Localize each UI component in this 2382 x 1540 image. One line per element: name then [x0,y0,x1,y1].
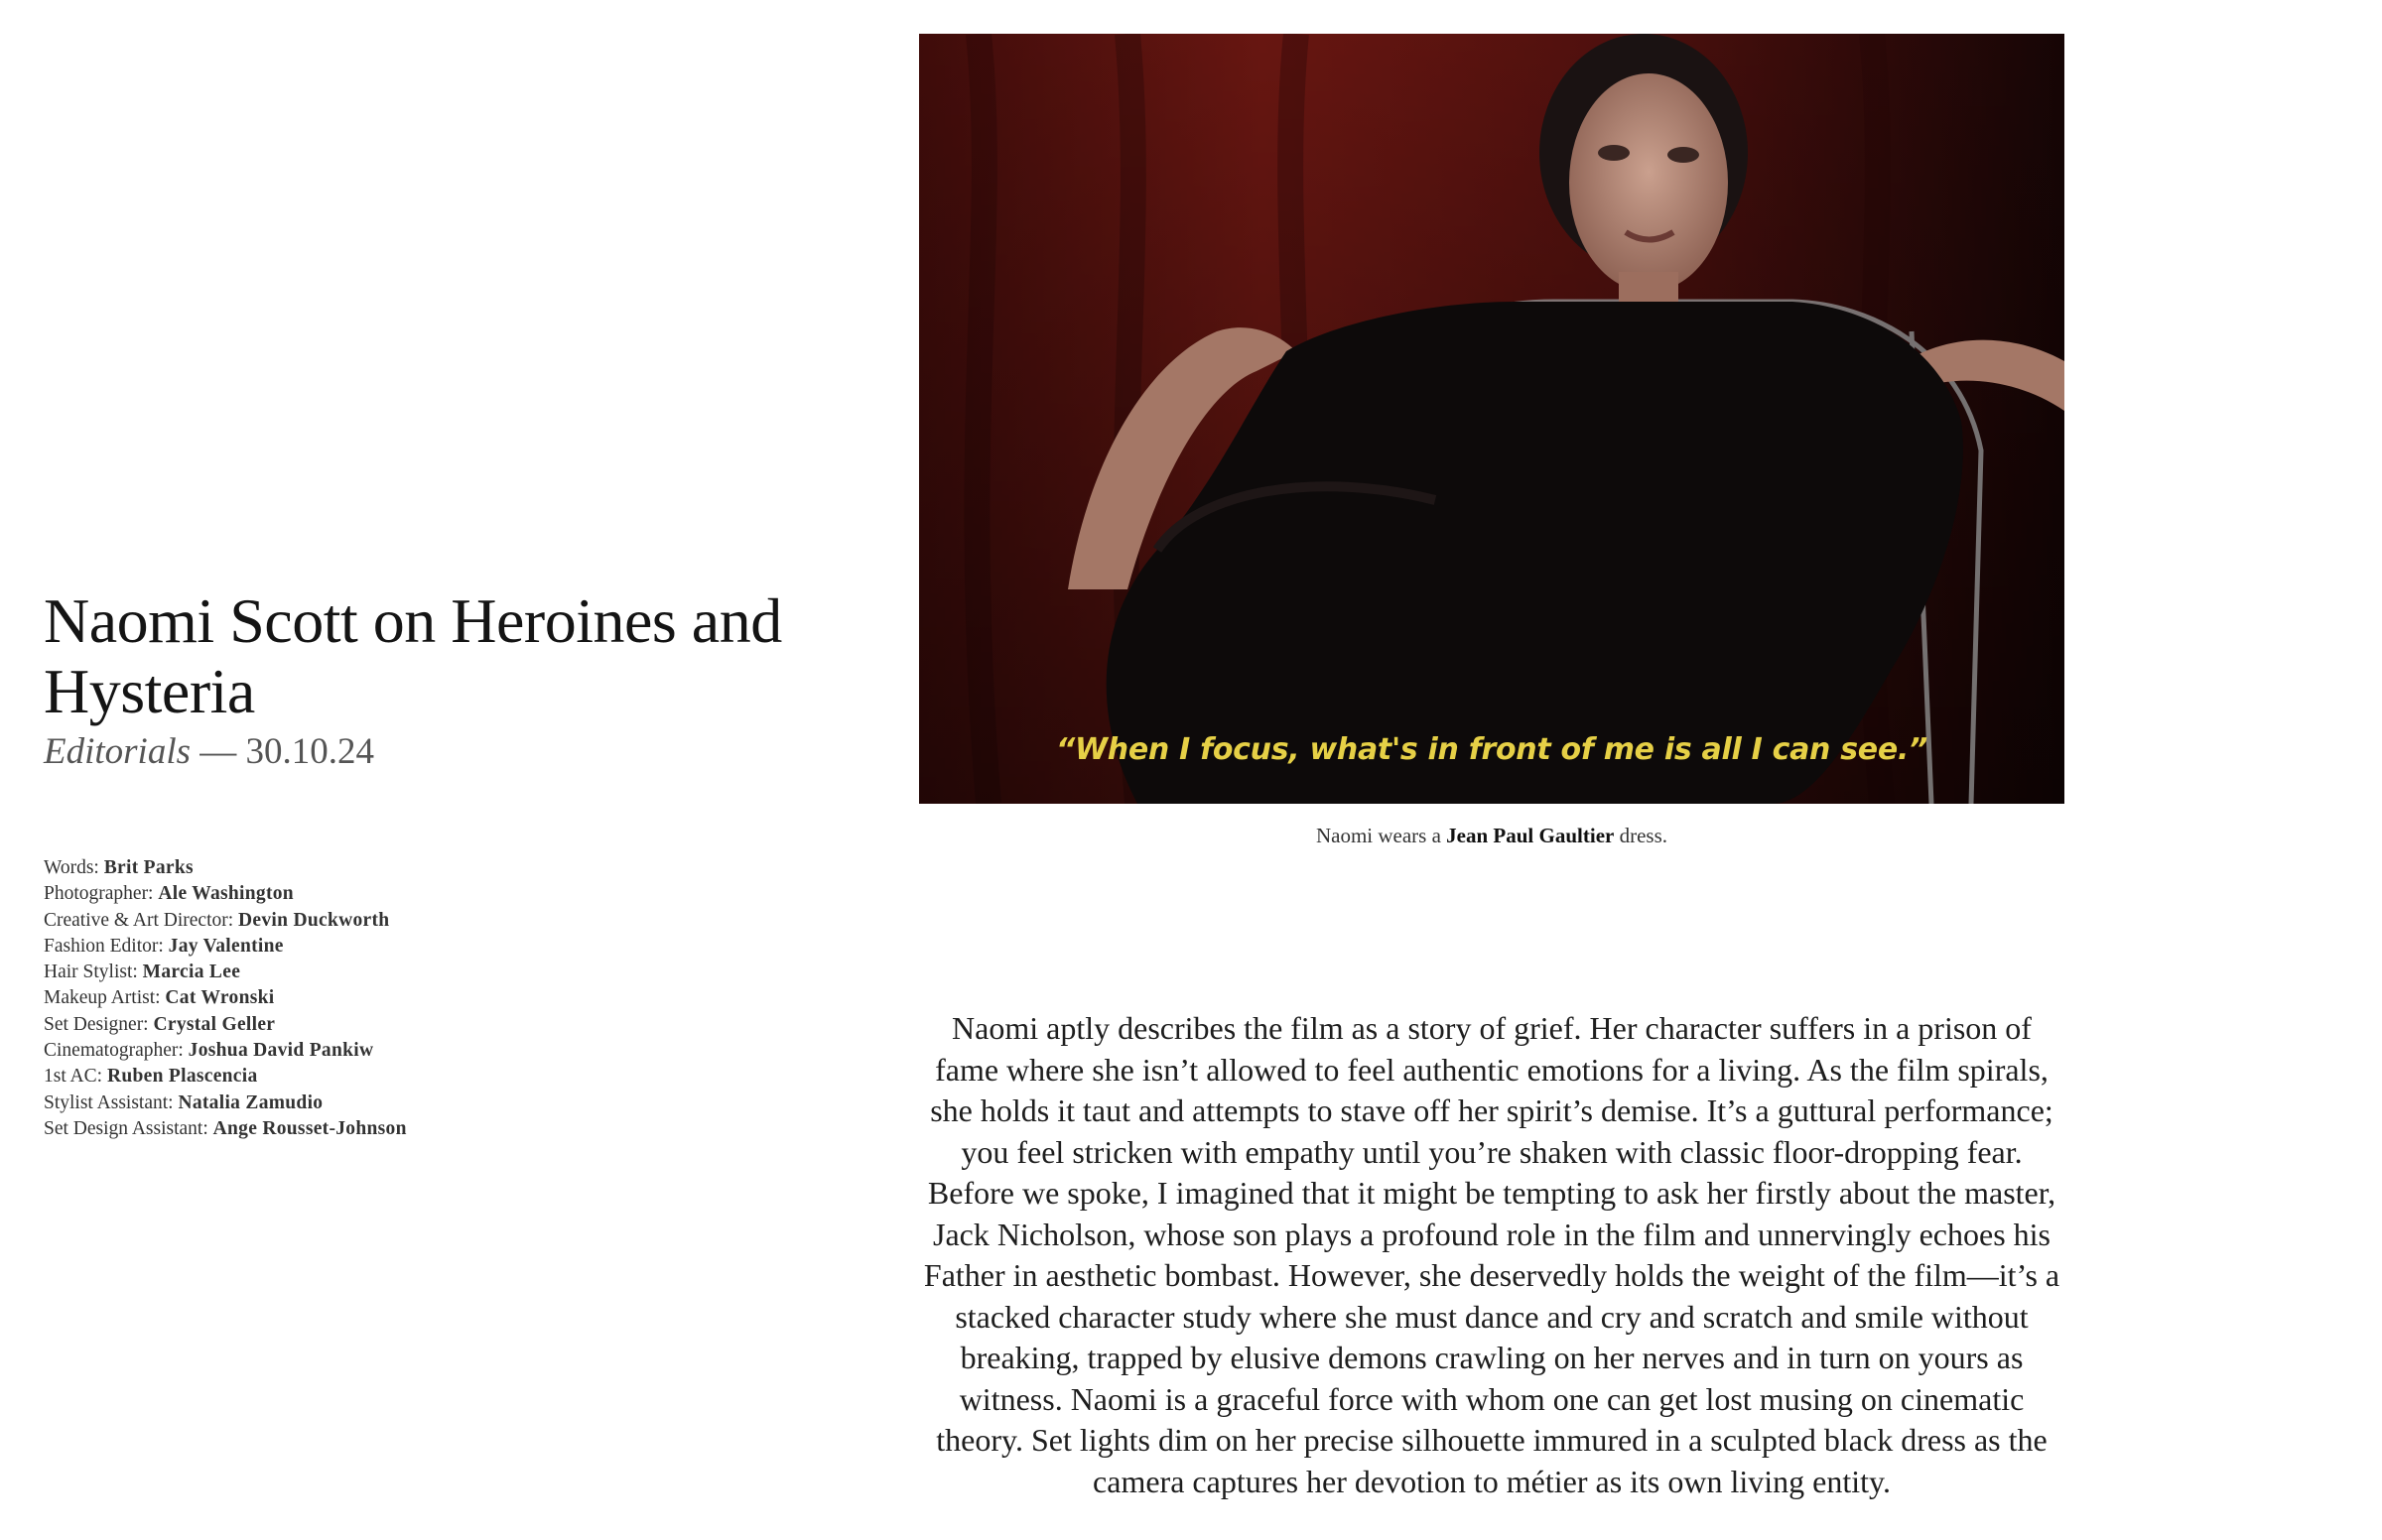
category-link[interactable]: Editorials [44,731,192,772]
credit-row [44,960,798,985]
credit-row [44,985,798,1011]
credit-name: Joshua David Pankiw [188,1040,374,1062]
article-meta [44,732,798,772]
credit-name: Ange Rousset-Johnson [212,1117,407,1139]
credit-role: Hair Stylist: [44,962,138,983]
credits-list [44,855,798,1142]
image-caption [919,824,2064,848]
caption-brand: Jean Paul Gaultier [1446,824,1615,847]
portrait-illustration [919,34,2064,804]
credit-name: Brit Parks [103,857,194,878]
credit-row [44,1116,798,1142]
article-header [44,585,798,772]
credit-name: Cat Wronski [165,987,275,1009]
credit-row [44,1091,798,1116]
page-title: Naomi Scott on Heroines and Hysteria [44,585,782,726]
pull-quote: “When I focus, what's in front of me is all I can see.” [1055,732,1928,767]
credit-role: 1st AC: [44,1066,103,1088]
credit-name: Marcia Lee [142,962,241,983]
caption-suffix: dress. [1619,824,1668,847]
credit-name: Natalia Zamudio [178,1091,324,1113]
caption-prefix: Naomi wears a [1315,824,1441,847]
publish-date: 30.10.24 [245,731,375,772]
credit-row [44,881,798,907]
credit-role: Creative & Art Director: [44,909,234,931]
meta-separator: — [199,731,237,772]
credit-name: Devin Duckworth [238,909,390,931]
credit-name: Jay Valentine [168,935,284,957]
credit-role: Words: [44,857,99,878]
credit-row [44,1038,798,1064]
credit-row [44,908,798,934]
credit-role: Set Designer: [44,1013,149,1035]
credit-role: Photographer: [44,883,154,905]
credit-role: Cinematographer: [44,1040,184,1062]
credit-name: Ruben Plascencia [106,1066,258,1088]
credit-role: Stylist Assistant: [44,1091,174,1113]
credit-role: Set Design Assistant: [44,1117,208,1139]
credit-name: Crystal Geller [153,1013,276,1035]
credit-row [44,934,798,960]
article-paragraph: Naomi aptly describes the film as a story of grief. Her character suffers in a prison of fame where she isn’t allowed to feel authentic emotions for a living. As the film spirals, she holds it taut and attempts to stave off her spirit’s demise. It’s a guttural performance; you feel stricken with empathy until you’re shaken with classic floor-dropping fear. Before we spoke, I imagined that it might be tempting to ask her firstly about the master, Jack Nicholson, whose son plays a profound role in the film and unnervingly echoes his Father in aesthetic bombast. However, she deservedly holds the weight of the film—it’s a stacked character study where she must dance and cry and scratch and smile without breaking, trapped by elusive demons crawling on her nerves and in turn on yours as witness. Naomi is a graceful force with whom one can get lost musing on cinematic theory. Set lights dim on her precise silhouette immured in a sculpted black dress as the camera captures her devotion to métier as its own living entity. [923,1010,2060,1499]
credit-role: Fashion Editor: [44,935,164,957]
credit-row [44,855,798,881]
credit-row [44,1012,798,1038]
credit-role: Makeup Artist: [44,987,161,1009]
credit-row [44,1064,798,1090]
credit-name: Ale Washington [158,883,294,905]
hero-image [919,34,2064,804]
